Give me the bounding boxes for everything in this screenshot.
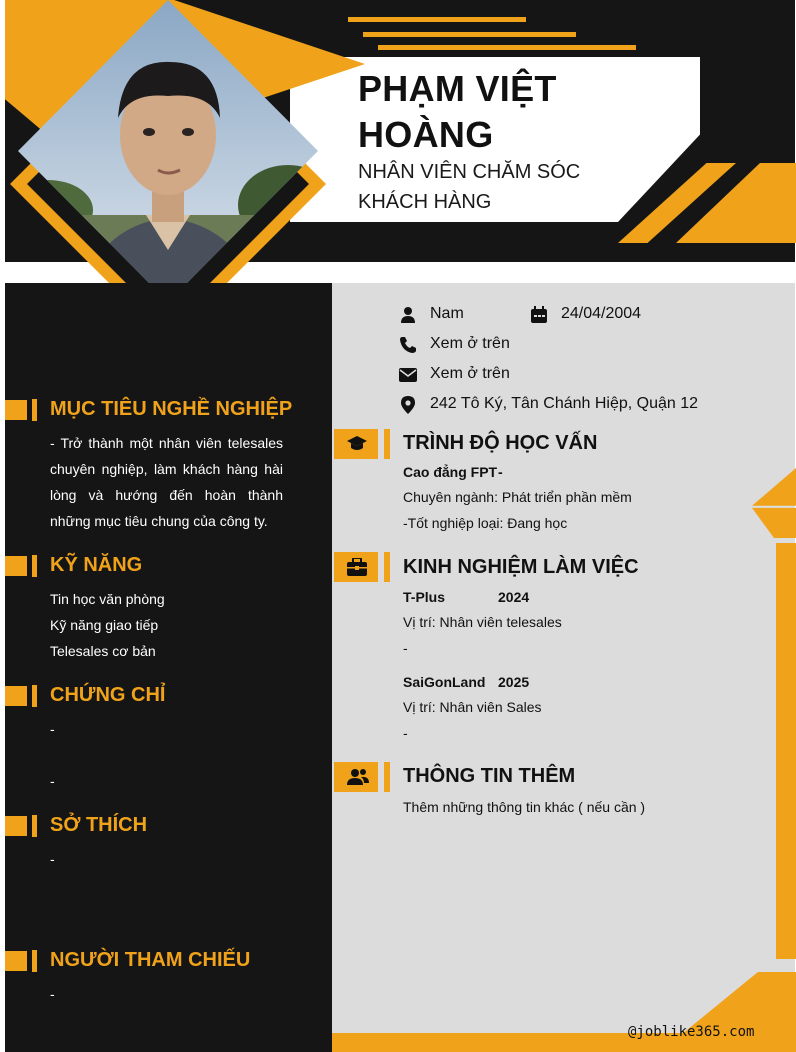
job-year: 2025: [498, 674, 530, 690]
job-note: -: [403, 640, 408, 656]
mail-icon: [399, 366, 417, 384]
school-name: Cao đẳng FPT: [403, 464, 498, 480]
extra-icon-box: [334, 762, 378, 792]
section-marker: [32, 685, 37, 707]
section-marker: [5, 686, 27, 706]
certificate-item: -: [50, 721, 55, 737]
users-icon: [347, 768, 369, 786]
address-value: 242 Tô Ký, Tân Chánh Hiệp, Quận 12: [430, 395, 699, 412]
header-stripe: [378, 45, 636, 50]
job-company: SaiGonLand: [403, 674, 486, 690]
job-position: Vị trí: Nhân viên Sales: [403, 699, 542, 715]
full-name-line-1: PHẠM VIỆT: [358, 68, 557, 109]
section-marker: [5, 816, 27, 836]
phone-icon: [399, 336, 417, 354]
calendar-icon: [530, 306, 548, 324]
header-stripe: [363, 32, 576, 37]
job-year: 2024: [498, 589, 530, 605]
education-grade: -Tốt nghiệp loại: Đang học: [403, 515, 568, 531]
section-marker: [5, 556, 27, 576]
experience-icon-box: [334, 552, 378, 582]
section-marker: [32, 815, 37, 837]
skill-item: Telesales cơ bản: [50, 643, 156, 659]
hobbies-heading: SỞ THÍCH: [50, 814, 148, 836]
job-note: -: [403, 725, 408, 741]
objective-heading: MỤC TIÊU NGHỀ NGHIỆP: [50, 398, 293, 420]
section-marker: [5, 400, 27, 420]
education-major: Chuyên ngành: Phát triển phần mềm: [403, 489, 632, 505]
skill-item: Tin học văn phòng: [50, 591, 165, 607]
briefcase-icon: [347, 558, 367, 576]
section-marker: [384, 762, 390, 792]
user-icon: [399, 306, 417, 324]
header-stripe: [348, 17, 526, 22]
job-title-line-1: NHÂN VIÊN CHĂM SÓC: [358, 161, 581, 183]
watermark: @joblike365.com: [628, 1024, 755, 1040]
section-marker: [32, 950, 37, 972]
section-marker: [32, 399, 37, 421]
job-title-line-2: KHÁCH HÀNG: [358, 191, 492, 213]
section-marker: [32, 555, 37, 577]
extra-heading: THÔNG TIN THÊM: [403, 765, 576, 787]
certificates-heading: CHỨNG CHỈ: [50, 684, 166, 706]
section-marker: [384, 429, 390, 459]
location-pin-icon: [399, 396, 417, 414]
job-position: Vị trí: Nhân viên telesales: [403, 614, 562, 630]
section-marker: [5, 951, 27, 971]
full-name-line-2: HOÀNG: [358, 114, 494, 155]
school-suffix: -: [498, 464, 503, 480]
phone-value: Xem ở trên: [430, 335, 510, 352]
objective-text: - Trở thành một nhân viên telesales chuyên nghiệp, làm khách hàng hài lòng và hướng đến hoàn thành những mục tiêu chung của công ty.: [50, 435, 283, 529]
education-heading: TRÌNH ĐỘ HỌC VẤN: [403, 432, 598, 454]
right-deco-bar: [776, 543, 796, 959]
section-marker: [384, 552, 390, 582]
skills-heading: KỸ NĂNG: [50, 554, 143, 576]
hobby-item: -: [50, 851, 55, 867]
references-heading: NGƯỜI THAM CHIẾU: [50, 949, 251, 971]
extra-text: Thêm những thông tin khác ( nếu cần ): [403, 799, 646, 815]
experience-heading: KINH NGHIỆM LÀM VIỆC: [403, 556, 639, 578]
certificate-item: -: [50, 773, 55, 789]
education-icon-box: [334, 429, 378, 459]
birthday-value: 24/04/2004: [561, 305, 642, 322]
graduation-cap-icon: [347, 435, 367, 453]
skill-item: Kỹ năng giao tiếp: [50, 617, 159, 633]
reference-item: -: [50, 986, 55, 1002]
gender-value: Nam: [430, 305, 464, 322]
email-value: Xem ở trên: [430, 365, 510, 382]
job-company: T-Plus: [403, 589, 446, 605]
